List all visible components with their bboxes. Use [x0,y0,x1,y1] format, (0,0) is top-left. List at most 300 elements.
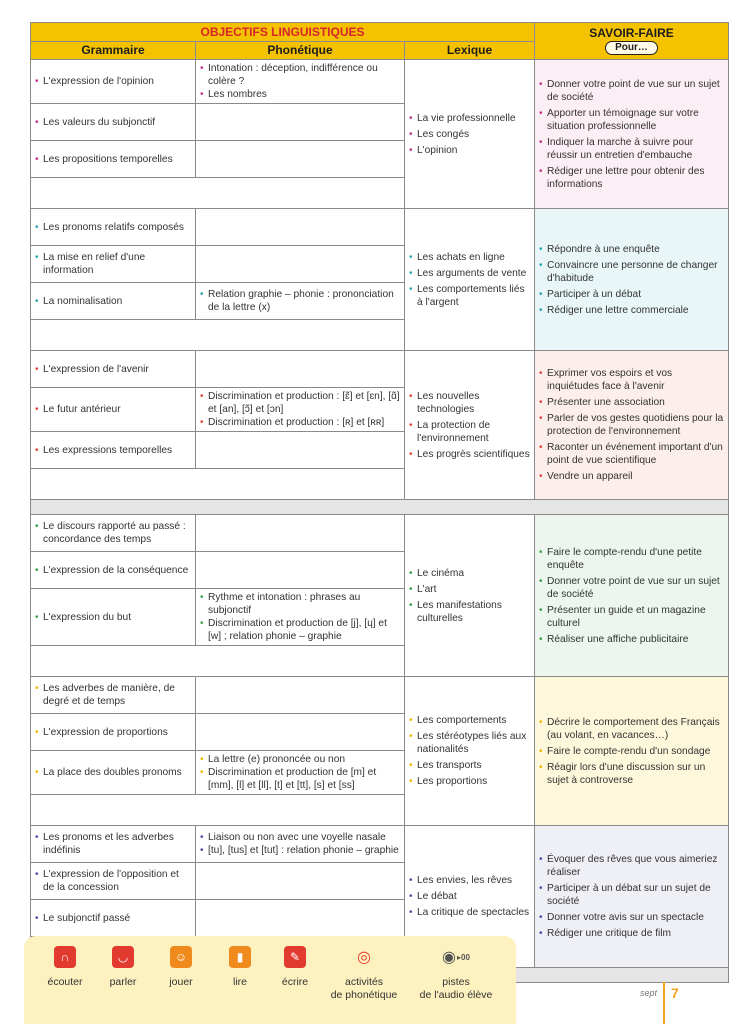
filler-cell [31,646,405,677]
savoir-faire-item [539,165,724,191]
legend-label: écouter [47,976,83,988]
grammaire-cell [31,104,196,141]
filler-cell [31,469,405,500]
savoir-faire-item-text: Faire le compte-rendu d'un sondage [547,745,711,757]
savoir-faire-item [539,853,724,879]
bullet-icon: • [200,289,204,300]
grammaire-item-text: L'expression de l'opposition et de la concession [43,869,179,893]
phonetique-cell [196,589,405,646]
grammaire-cell [31,900,196,937]
grammaire-item-text: Les expressions temporelles [43,444,173,456]
savoir-faire-item-text: Parler de vos gestes quotidiens pour la protection de l'environnement [547,413,724,437]
savoir-faire-item [539,927,724,940]
grammaire-item-text: Les pronoms relatifs composés [43,221,184,233]
lexique-item-text: Les envies, les rêves [417,875,513,886]
lexique-cell [405,515,535,677]
phonetique-cell [196,900,405,937]
grammaire-item-text: Le futur antérieur [43,404,121,415]
savoir-faire-item [539,470,724,483]
savoir-faire-item [539,745,724,758]
grammaire-cell [31,246,196,283]
savoir-faire-item-text: Rédiger une critique de film [547,928,672,939]
phonetique-item [200,766,400,792]
lexique-item-text: Les stéréotypes liés aux nationalités [417,731,527,755]
lexique-item [409,567,530,580]
grammaire-cell [31,552,196,589]
lexique-item-text: L'opinion [417,144,458,156]
savoir-faire-item-text: Participer à un débat [547,288,642,300]
grammaire-item-text: Le subjonctif passé [43,912,131,924]
phonetique-cell [196,104,405,141]
legend-item [272,946,318,989]
lexique-cell [405,60,535,209]
grammaire-item-text: La place des doubles pronoms [43,767,182,778]
bullet-icon: • [539,604,543,616]
bullet-icon: • [35,564,39,576]
table-row [31,677,729,714]
bullet-icon: • [35,726,39,738]
audio-track-icon: ◉ ▸00 [442,948,470,966]
phonetique-item [200,88,400,101]
bullet-icon: • [35,444,39,456]
phonetique-item-text: Intonation : déception, indifférence ou colère ? [208,63,378,87]
lexique-item [409,144,530,157]
grammaire-cell [31,388,196,432]
lexique-item-text: Les congés [417,128,470,140]
phonetique-cell [196,209,405,246]
bullet-icon: • [200,845,204,856]
grammaire-cell [31,826,196,863]
legend-item [158,946,204,989]
savoir-faire-item-text: Convaincre une personne de changer d'habitude [547,259,718,284]
bullet-icon: • [409,567,413,579]
bullet-icon: • [409,760,413,771]
phonetique-item [200,753,400,766]
bullet-icon: • [539,883,543,894]
bullet-icon: • [409,390,413,402]
bullet-icon: • [35,363,39,375]
table-row [31,826,729,863]
phonetique-item [200,617,400,643]
savoir-faire-item-text: Vendre un appareil [547,471,633,482]
phonetique-cell [196,863,405,900]
savoir-faire-item [539,367,724,393]
lexique-item [409,890,530,903]
savoir-faire-header [535,23,729,60]
phonetique-item [200,62,400,88]
bullet-icon: • [539,442,543,453]
bullet-icon: • [35,521,39,532]
savoir-faire-item [539,412,724,438]
phonetique-item [200,844,400,857]
grammaire-item [35,726,191,739]
savoir-faire-item [539,259,724,285]
bullet-icon: • [35,912,39,924]
phonetique-item [200,390,400,416]
legend-label: pistes de l'audio élève [419,976,493,1001]
phonetique-item-text: Les nombres [208,89,267,100]
legend-item [322,946,406,1002]
phonetique-cell [196,246,405,283]
grammaire-item-text: Les valeurs du subjonctif [43,116,156,128]
bullet-icon: • [35,252,39,263]
lexique-item-text: Les progrès scientifiques [417,448,530,460]
bullet-icon: • [539,413,543,424]
grammaire-item [35,564,191,577]
lexique-item [409,874,530,887]
lexique-item [409,775,530,788]
lexique-cell [405,209,535,351]
bullet-icon: • [539,546,543,558]
lexique-cell [405,351,535,500]
objectives-header: OBJECTIFS LINGUISTIQUES [31,23,535,42]
bullet-icon: • [200,592,204,603]
phonetics-target-icon: ◎ [357,948,371,966]
bullet-icon: • [409,267,413,279]
phonetique-item [200,416,400,429]
savoir-faire-item-text: Répondre à une enquête [547,243,660,255]
legend-item [414,946,498,1002]
bullet-icon: • [539,928,543,939]
grammaire-cell [31,60,196,104]
bullet-icon: • [35,683,39,694]
lexique-item [409,583,530,596]
savoir-faire-item [539,396,724,409]
grammaire-item [35,75,191,88]
bullet-icon: • [200,618,204,629]
grammaire-cell [31,283,196,320]
lexique-item [409,906,530,919]
savoir-faire-item-text: Participer à un débat sur un sujet de société [547,883,711,907]
legend-label: lire [232,976,247,988]
phonetique-item-text: Discrimination et production de [m] et [mm], [l] et [ll], [t] et [tt], [s] et [ss] [208,767,377,791]
bullet-icon: • [409,731,413,742]
track-number-badge: ▸00 [457,952,470,962]
bullet-icon: • [200,89,204,100]
savoir-faire-item-text: Exprimer vos espoirs et vos inquiétudes face à l'avenir [547,368,673,392]
bullet-icon: • [35,76,39,87]
lexique-item [409,283,530,309]
grammaire-item [35,403,191,416]
phonetique-item-text: Relation graphie – phonie : prononciation de la lettre (x) [208,289,394,313]
grammaire-item [35,831,191,857]
filler-cell [31,795,405,826]
lexique-item-text: La critique de spectacles [417,907,530,918]
bullet-icon: • [200,767,204,778]
bullet-icon: • [539,471,543,482]
phonetique-item-text: Discrimination et production de [j], [ɥ] et [w] ; relation phonie – graphie [208,618,387,642]
theater-mask-icon: ☺ [170,946,192,968]
lexique-item-text: Les comportements liés à l'argent [417,283,525,308]
bullet-icon: • [35,767,39,778]
savoir-faire-item-text: Évoquer des rêves que vous aimeriez réaliser [547,854,718,878]
bullet-icon: • [200,63,204,74]
savoir-faire-cell [535,209,729,351]
curriculum-table [30,22,728,983]
savoir-faire-item-text: Rédiger une lettre pour obtenir des informations [547,165,705,190]
grammaire-item-text: L'expression du but [43,611,132,623]
bullet-icon: • [409,283,413,295]
bullet-icon: • [539,165,543,177]
savoir-faire-item [539,441,724,467]
grammaire-item [35,682,191,708]
activity-legend [24,936,516,1024]
savoir-faire-item-text: Rédiger une lettre commerciale [547,304,689,316]
lexique-item [409,714,530,727]
grammaire-cell [31,209,196,246]
savoir-faire-item [539,243,724,256]
savoir-faire-item [539,633,724,646]
bullet-icon: • [539,259,543,271]
phonetique-cell [196,60,405,104]
grammaire-cell [31,141,196,178]
grammaire-item [35,520,191,546]
bullet-icon: • [539,78,543,90]
grammaire-item [35,363,191,376]
lexique-item-text: La protection de l'environnement [417,419,491,444]
grammaire-item [35,221,191,234]
bullet-icon: • [35,153,39,165]
table-row [31,209,729,246]
lexique-item [409,419,530,445]
legend-label: parler [109,976,137,988]
grammaire-item-text: Le discours rapporté au passé : concordance des temps [43,521,186,545]
bullet-icon: • [409,875,413,886]
savoir-faire-title: SAVOIR-FAIRE [589,26,674,40]
bullet-icon: • [35,611,39,623]
bullet-icon: • [539,854,543,865]
bullet-icon: • [409,448,413,460]
grammaire-item-text: La mise en relief d'une information [43,252,146,276]
lexique-item-text: Les arguments de vente [417,267,527,279]
phonetique-header: Phonétique [196,42,405,60]
grammaire-item-text: Les adverbes de manière, de degré et de temps [43,683,175,707]
phonetique-item [200,288,400,314]
lexique-item [409,599,530,625]
grammaire-cell [31,589,196,646]
lexique-item [409,128,530,141]
savoir-faire-item-text: Indiquer la marche à suivre pour réussir un entretien d'embauche [547,136,694,161]
grammaire-header: Grammaire [31,42,196,60]
savoir-faire-item [539,107,724,133]
bullet-icon: • [539,107,543,119]
savoir-faire-item-text: Présenter un guide et un magazine culturel [547,604,706,629]
grammaire-cell [31,515,196,552]
savoir-faire-item [539,716,724,742]
lexique-item-text: Le débat [417,891,457,902]
lexique-item-text: Les nouvelles technologies [417,390,480,415]
lexique-item [409,448,530,461]
legend-item [100,946,146,989]
savoir-faire-item-text: Faire le compte-rendu d'une petite enquête [547,546,702,571]
legend-label: écrire [281,976,309,988]
bullet-icon: • [539,912,543,923]
savoir-faire-item [539,882,724,908]
savoir-faire-cell [535,351,729,500]
phonetique-cell [196,432,405,469]
bullet-icon: • [409,715,413,726]
savoir-faire-item [539,288,724,301]
lexique-item [409,390,530,416]
bullet-icon: • [539,575,543,587]
savoir-faire-item [539,761,724,787]
phonetique-item-text: Discrimination et production : [ɛ̃] et [ɛn], [ɑ̃] et [an], [ɔ̃] et [ɔn] [208,391,400,415]
lexique-item [409,267,530,280]
lexique-item-text: Les proportions [417,776,488,787]
savoir-faire-item [539,304,724,317]
grammaire-cell [31,351,196,388]
bullet-icon: • [200,754,204,765]
page-divider [663,982,665,1024]
savoir-faire-cell [535,677,729,826]
lips-icon: ◡ [112,946,134,968]
grammaire-item-text: Les propositions temporelles [43,153,173,165]
phonetique-cell [196,388,405,432]
lexique-item-text: La vie professionnelle [417,112,516,124]
phonetique-cell [196,677,405,714]
bullet-icon: • [200,832,204,843]
phonetique-cell [196,826,405,863]
grammaire-cell [31,432,196,469]
lexique-item [409,730,530,756]
phonetique-cell [196,515,405,552]
lexique-item-text: Les comportements [417,715,507,726]
bullet-icon: • [35,832,39,843]
bullet-icon: • [539,761,543,773]
savoir-faire-item [539,911,724,924]
grammaire-cell [31,714,196,751]
savoir-faire-item-text: Réaliser une affiche publicitaire [547,633,689,645]
grammaire-item [35,116,191,129]
bullet-icon: • [35,404,39,415]
phonetique-cell [196,283,405,320]
phonetique-item-text: Rythme et intonation : phrases au subjonctif [208,592,361,616]
savoir-faire-item-text: Donner votre avis sur un spectacle [547,912,704,923]
savoir-faire-item-text: Donner votre point de vue sur un sujet de société [547,78,720,103]
lexique-cell [405,677,535,826]
bullet-icon: • [409,599,413,611]
grammaire-item [35,251,191,277]
bullet-icon: • [200,391,204,402]
bullet-icon: • [539,368,543,379]
page-number: 7 [671,985,679,1001]
bullet-icon: • [539,397,543,408]
lexique-item [409,251,530,264]
bullet-icon: • [409,128,413,140]
unit-separator [31,500,729,515]
phonetique-item [200,591,400,617]
bullet-icon: • [35,295,39,307]
bullet-icon: • [409,891,413,902]
legend-item [42,946,88,989]
table-row [31,351,729,388]
bullet-icon: • [409,251,413,263]
grammaire-item [35,153,191,166]
bullet-icon: • [539,288,543,300]
savoir-faire-item-text: Décrire le comportement des Français (au volant, en vacances…) [547,716,720,741]
savoir-faire-item-text: Apporter un témoignage sur votre situation professionnelle [547,107,699,132]
phonetique-cell [196,552,405,589]
savoir-faire-item [539,136,724,162]
savoir-faire-item [539,575,724,601]
lexique-item-text: Les transports [417,760,482,771]
grammaire-item [35,295,191,308]
phonetique-cell [196,751,405,795]
savoir-faire-item-text: Donner votre point de vue sur un sujet de société [547,575,720,600]
bullet-icon: • [200,417,204,428]
grammaire-cell [31,863,196,900]
bullet-icon: • [35,221,39,233]
grammaire-item-text: L'expression de la conséquence [43,564,189,576]
bullet-icon: • [35,116,39,128]
legend-item [217,946,263,989]
bullet-icon: • [539,243,543,255]
savoir-faire-item [539,78,724,104]
grammaire-cell [31,677,196,714]
pour-badge: Pour… [605,41,658,55]
bullet-icon: • [409,907,413,918]
lexique-item [409,112,530,125]
savoir-faire-item-text: Présenter une association [547,397,665,408]
savoir-faire-cell [535,826,729,968]
bullet-icon: • [539,136,543,148]
bullet-icon: • [409,776,413,787]
bullet-icon: • [35,869,39,880]
phonetique-cell [196,141,405,178]
savoir-faire-cell [535,60,729,209]
lexique-header: Lexique [405,42,535,60]
filler-cell [31,178,405,209]
bullet-icon: • [539,745,543,757]
lexique-item-text: L'art [417,583,437,595]
lexique-item [409,759,530,772]
savoir-faire-item [539,546,724,572]
phonetique-item-text: Liaison ou non avec une voyelle nasale [208,832,386,843]
filler-cell [31,320,405,351]
savoir-faire-item [539,604,724,630]
lexique-item-text: Le cinéma [417,567,465,579]
bullet-icon: • [539,716,543,728]
savoir-faire-cell [535,515,729,677]
grammaire-item [35,766,191,779]
headphones-icon: ∩ [54,946,76,968]
book-icon: ▮ [229,946,251,968]
pencil-icon: ✎ [284,946,306,968]
table-row [31,60,729,104]
legend-label: activités de phonétique [330,976,398,1001]
phonetique-item-text: Discrimination et production : [ʀ] et [ʀʀ] [208,417,385,428]
phonetique-item-text: La lettre (e) prononcée ou non [208,754,346,765]
phonetique-cell [196,714,405,751]
savoir-faire-item-text: Raconter un événement important d'un point de vue scientifique [547,442,723,466]
grammaire-item [35,444,191,457]
legend-label: jouer [169,976,193,988]
phonetique-item [200,831,400,844]
bullet-icon: • [539,304,543,316]
grammaire-item-text: L'expression de l'opinion [43,76,154,87]
grammaire-item-text: L'expression de l'avenir [43,363,149,375]
bullet-icon: • [539,633,543,645]
grammaire-item [35,868,191,894]
grammaire-item-text: La nominalisation [43,295,123,307]
bullet-icon: • [409,583,413,595]
lexique-item-text: Les achats en ligne [417,251,505,263]
phonetique-item-text: [tu], [tus] et [tut] : relation phonie – graphie [208,845,399,856]
bullet-icon: • [409,419,413,431]
page-word: sept [640,988,658,998]
grammaire-item-text: Les pronoms et les adverbes indéfinis [43,832,174,856]
objectives-grid [30,22,729,983]
